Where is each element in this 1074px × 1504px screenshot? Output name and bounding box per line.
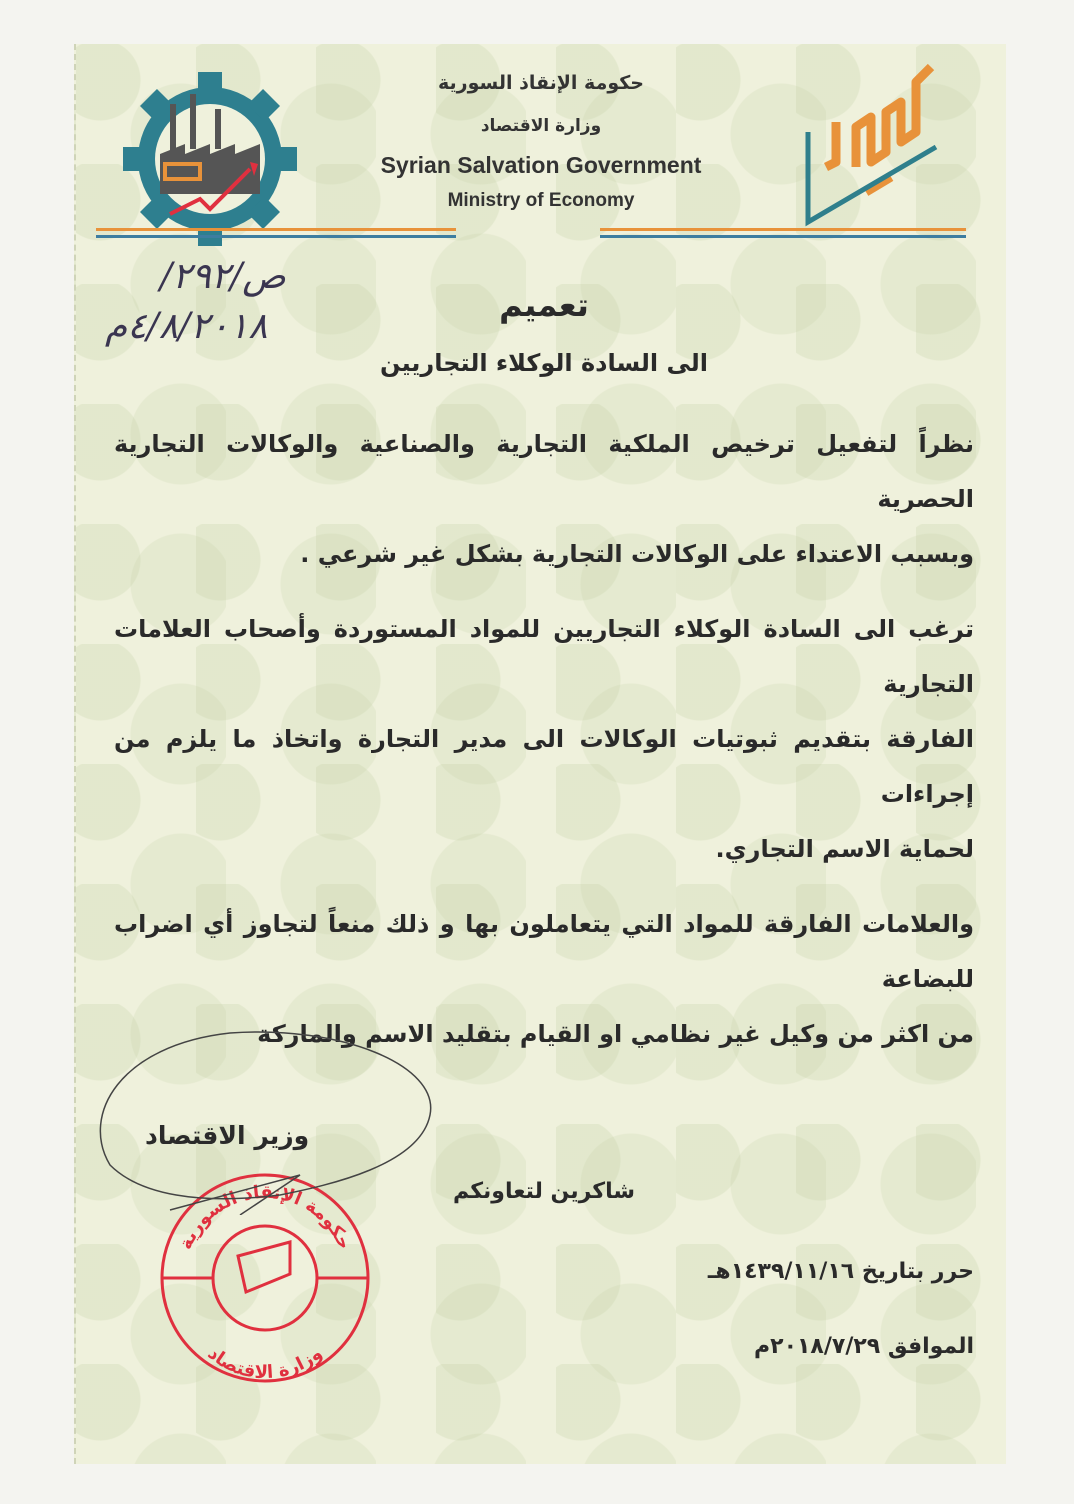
header-divider-blue-left — [96, 235, 456, 238]
header-divider-orange-right — [600, 228, 966, 231]
handwritten-date: ٤/٨/٢٠١٨م — [105, 306, 268, 347]
ministry-gear-logo — [110, 64, 310, 254]
paragraph-2-line-3: لحماية الاسم التجاري. — [715, 835, 974, 863]
signatory-title: وزير الاقتصاد — [145, 1121, 310, 1150]
hijri-date: حرر بتاريخ ١٤٣٩/١١/١٦هـ — [707, 1259, 974, 1284]
paragraph-1-line-1: نظراً لتفعيل ترخيص الملكية التجارية والصناعية والوكالات التجارية الحصرية — [114, 430, 974, 513]
paragraph-2 — [114, 602, 974, 877]
addressee: الى السادة الوكلاء التجاريين — [379, 349, 709, 377]
document-title: تعميم — [499, 286, 589, 324]
paragraph-3-line-2: من اكثر من وكيل غير نظامي او القيام بتقليد الاسم والماركة — [257, 1020, 974, 1048]
syria-logo — [796, 62, 946, 227]
header-divider-blue-right — [600, 235, 966, 238]
government-name-english: Syrian Salvation Government — [380, 152, 702, 178]
paragraph-1-line-2: وبسبب الاعتداء على الوكالات التجارية بشكل غير شرعي . — [300, 540, 974, 568]
ministry-name-arabic: وزارة الاقتصاد — [480, 116, 602, 136]
header-divider-orange-left — [96, 228, 456, 231]
paragraph-2-line-2: الفارقة بتقديم ثبوتيات الوكالات الى مدير التجارة واتخاذ ما يلزم من إجراءات — [114, 725, 974, 808]
closing: شاكرين لتعاونكم — [453, 1179, 635, 1204]
stamp-text-top: حكومة الإنقاذ السورية — [174, 1181, 356, 1253]
paragraph-3-line-1: والعلامات الفارقة للمواد التي يتعاملون بها و ذلك منعاً لتجاوز أي اضراب للبضاعة — [114, 910, 974, 993]
stamp-text-bottom: وزارة الاقتصاد — [203, 1342, 327, 1384]
ministry-name-english: Ministry of Economy — [447, 190, 635, 211]
paragraph-1 — [114, 417, 974, 582]
gregorian-date: الموافق ٢٠١٨/٧/٢٩م — [754, 1334, 974, 1359]
government-name-arabic: حكومة الإنقاذ السورية — [437, 72, 644, 94]
handwritten-reference: ص/٢٩٢/ — [160, 256, 286, 297]
signature — [80, 1025, 440, 1215]
paragraph-2-line-1: ترغب الى السادة الوكلاء التجاريين للمواد المستوردة وأصحاب العلامات التجارية — [114, 615, 974, 698]
